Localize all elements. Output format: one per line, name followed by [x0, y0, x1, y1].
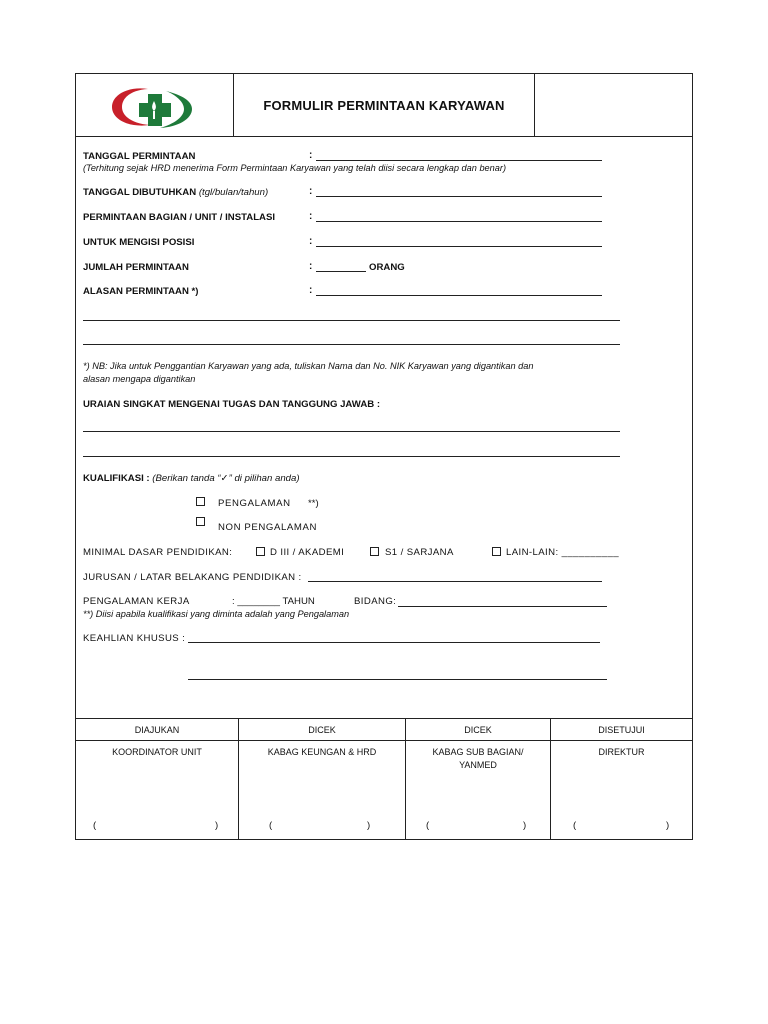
jumlah-line[interactable]: [316, 271, 366, 272]
sig-close-paren: ): [523, 820, 527, 831]
form-title: FORMULIR PERMINTAAN KARYAWAN: [263, 97, 505, 113]
jurusan-line[interactable]: [308, 581, 602, 582]
alasan-line[interactable]: [316, 295, 602, 296]
sig-role-kabag-keuangan: KABAG KEUNGAN & HRD: [267, 747, 377, 757]
divider: [550, 719, 551, 840]
divider: [238, 719, 239, 840]
sig-open-paren: (: [269, 820, 273, 831]
colon: :: [309, 211, 313, 222]
sig-close-paren: ): [367, 820, 371, 831]
kualifikasi-row: [83, 473, 300, 484]
sig-header-dicek-2: DICEK: [464, 725, 492, 735]
pengalaman-mark: **): [308, 498, 319, 509]
bidang-label: BIDANG:: [354, 596, 397, 607]
s1-label: S1 / SARJANA: [385, 547, 454, 558]
pengalaman-checkbox[interactable]: [196, 497, 205, 506]
colon: :: [309, 150, 313, 161]
kualifikasi-label: KUALIFIKASI :: [83, 473, 150, 484]
sig-role-kabag-sub: [406, 746, 550, 772]
sig-role-kabag-sub-line1: KABAG SUB BAGIAN/: [432, 747, 524, 757]
lain-lain-label: LAIN-LAIN: __________: [506, 547, 619, 558]
d3-checkbox[interactable]: [256, 547, 265, 556]
alasan-line-2[interactable]: [83, 320, 620, 321]
permintaan-bagian-line[interactable]: [316, 221, 602, 222]
pengalaman-kerja-label: PENGALAMAN KERJA: [83, 596, 190, 607]
orang-label: ORANG: [369, 262, 405, 273]
hospital-logo-icon: [108, 83, 200, 131]
sig-role-direktur: DIREKTUR: [598, 747, 645, 757]
s1-checkbox[interactable]: [370, 547, 379, 556]
uraian-line-2[interactable]: [83, 456, 620, 457]
sig-role-koordinator: KOORDINATOR UNIT: [112, 747, 202, 757]
kualifikasi-hint: (Berikan tanda “✓” di pilihan anda): [152, 473, 300, 484]
keahlian-line-2[interactable]: [188, 679, 607, 680]
keahlian-line-1[interactable]: [188, 642, 600, 643]
nb-line-1: *) NB: Jika untuk Penggantian Karyawan yang ada, tuliskan Nama dan No. NIK Karyawan yang digantikan dan: [83, 361, 534, 371]
keahlian-label: KEAHLIAN KHUSUS :: [83, 633, 186, 644]
colon: :: [309, 236, 313, 247]
pendidikan-label: MINIMAL DASAR PENDIDIKAN:: [83, 547, 233, 558]
sig-header-dicek-1: DICEK: [308, 725, 336, 735]
logo-cell: [76, 74, 234, 136]
tanggal-permintaan-line[interactable]: [316, 160, 602, 161]
uraian-line-1[interactable]: [83, 431, 620, 432]
colon: :: [309, 285, 313, 296]
label-untuk-mengisi: UNTUK MENGISI POSISI: [83, 237, 195, 248]
tanggal-permintaan-note: (Terhitung sejak HRD menerima Form Permintaan Karyawan yang telah diisi secara lengkap dan benar): [83, 163, 507, 173]
pengalaman-label: PENGALAMAN: [218, 498, 291, 509]
sig-role-kabag-sub-line2: YANMED: [459, 760, 497, 770]
sig-open-paren: (: [93, 820, 97, 831]
uraian-label: URAIAN SINGKAT MENGENAI TUGAS DAN TANGGUNG JAWAB :: [83, 399, 381, 410]
form-title-cell: [234, 74, 535, 136]
colon: :: [309, 186, 313, 197]
sig-close-paren: ): [666, 820, 670, 831]
signature-table: [76, 718, 692, 840]
lain-lain-checkbox[interactable]: [492, 547, 501, 556]
sig-header-disetujui: DISETUJUI: [598, 725, 645, 735]
tanggal-dibutuhkan-hint: (tgl/bulan/tahun): [198, 187, 269, 198]
jurusan-label: JURUSAN / LATAR BELAKANG PENDIDIKAN :: [83, 572, 302, 583]
label-tanggal-permintaan: TANGGAL PERMINTAAN: [83, 151, 196, 162]
request-form: [75, 73, 693, 840]
pengalaman-note: **) Diisi apabila kualifikasi yang diminta adalah yang Pengalaman: [83, 609, 350, 619]
divider: [405, 719, 406, 840]
nb-line-2: alasan mengapa digantikan: [83, 374, 196, 384]
d3-label: D III / AKADEMI: [270, 547, 345, 558]
sig-header-diajukan: DIAJUKAN: [134, 725, 180, 735]
form-header: [76, 74, 692, 137]
tanggal-dibutuhkan-line[interactable]: [316, 196, 602, 197]
sig-open-paren: (: [426, 820, 430, 831]
tahun-label: : ________ TAHUN: [232, 596, 315, 607]
label-permintaan-bagian: PERMINTAAN BAGIAN / UNIT / INSTALASI: [83, 212, 276, 223]
colon: :: [309, 261, 313, 272]
tanggal-dibutuhkan-text: TANGGAL DIBUTUHKAN: [83, 187, 197, 198]
label-alasan-permintaan: ALASAN PERMINTAAN *): [83, 286, 199, 297]
sig-close-paren: ): [215, 820, 219, 831]
untuk-mengisi-line[interactable]: [316, 246, 602, 247]
sig-open-paren: (: [573, 820, 577, 831]
alasan-line-3[interactable]: [83, 344, 620, 345]
label-jumlah-permintaan: JUMLAH PERMINTAAN: [83, 262, 189, 273]
non-pengalaman-label: NON PENGALAMAN: [218, 522, 318, 533]
bidang-line[interactable]: [398, 606, 607, 607]
label-tanggal-dibutuhkan: [83, 187, 268, 198]
non-pengalaman-checkbox[interactable]: [196, 517, 205, 526]
